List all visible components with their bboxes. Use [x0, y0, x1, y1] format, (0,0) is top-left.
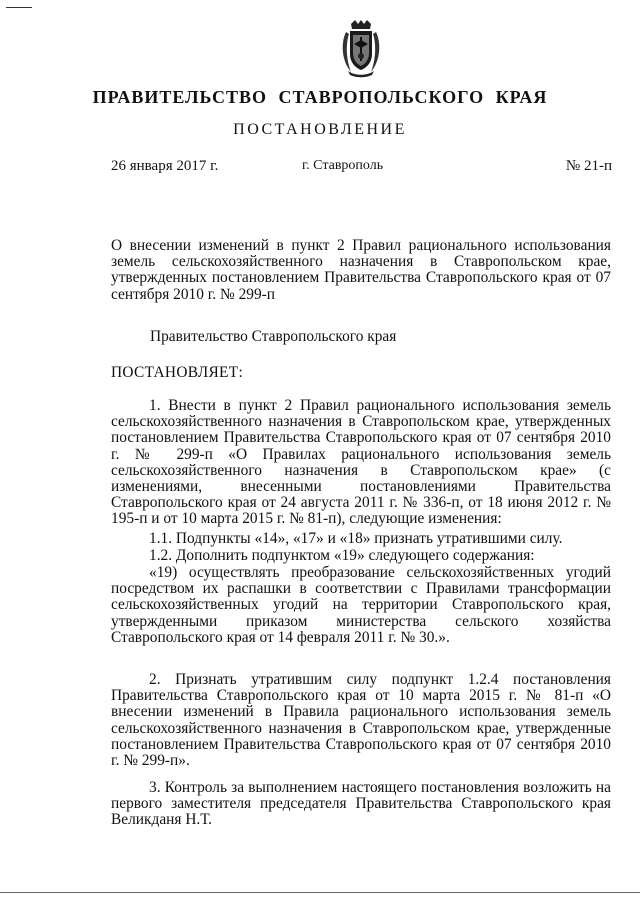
document-number: № 21-п	[565, 158, 612, 174]
document-date: 26 января 2017 г.	[111, 158, 219, 174]
paragraph-1: 1. Внести в пункт 2 Правил рационального использования земель сельскохозяйственного назначения в Ставропольском крае, утвержденных постановлением Правительства Ставропольского края от 07 сентября 2010 г. № 299-п «О Правилах рационального использования земель сельскохозяйственного назначения в Ставропольском крае» (с изменениями, внесенными постановлениями Правительства Ставропольского края от 24 августа 2011 г. № 336-п, от 18 июня 2012 г. № 195-п и от 10 марта 2015 г. № 81-п), следующие изменения:	[111, 397, 611, 528]
government-title: ПРАВИТЕЛЬСТВО СТАВРОПОЛЬСКОГО КРАЯ	[92, 87, 548, 107]
paragraph-3: 3. Контроль за выполнением настоящего постановления возложить на первого заместителя председателя Правительства Ставропольского края Великданя Н.Т.	[111, 779, 611, 829]
document-subject: О внесении изменений в пункт 2 Правил рационального использования земель сельскохозяйственного назначения в Ставропольском крае, утвержденных постановлением Правительства Ставропольского края от 07 сентября 2010 г. № 299-п	[111, 237, 611, 303]
coat-of-arms-emblem	[339, 20, 383, 78]
decree-word: ПОСТАНОВЛЯЕТ:	[111, 364, 244, 381]
document-type: ПОСТАНОВЛЕНИЕ	[233, 121, 407, 138]
paragraph-1-1: 1.1. Подпункты «14», «17» и «18» признать утратившими силу.	[149, 530, 563, 547]
issuer: Правительство Ставропольского края	[150, 328, 397, 345]
paragraph-1-19: «19) осуществлять преобразование сельскохозяйственных угодий посредством их распашки в соответствии с Правилами трансформации сельскохозяйственных угодий на территории Ставропольского края, утвержденными приказом министерства сельского хозяйства Ставропольского края от 14 февраля 2011 г. № 30.».	[111, 564, 611, 646]
document-city: г. Ставрополь	[302, 158, 384, 173]
page-bottom-edge	[0, 892, 640, 893]
paragraph-2: 2. Признать утратившим силу подпункт 1.2.4 постановления Правительства Ставропольского края от 10 марта 2015 г. № 81-п «О внесении изменений в Правила рационального использования земель сельскохозяйственного назначения в Ставропольском крае, утвержденные постановлением Правительства Ставропольского края от 07 сентября 2010 г. № 299-п».	[111, 671, 611, 770]
scan-mark	[6, 7, 32, 8]
paragraph-1-2: 1.2. Дополнить подпунктом «19» следующего содержания:	[149, 547, 535, 564]
